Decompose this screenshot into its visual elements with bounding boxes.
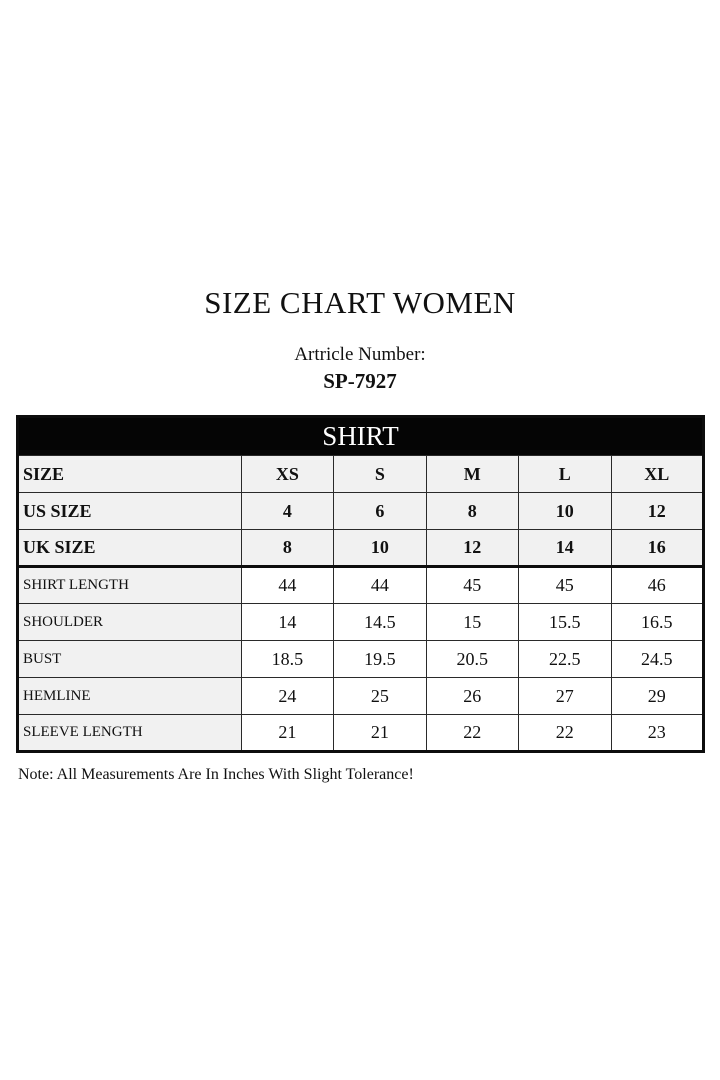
value-cell: M — [426, 456, 518, 493]
size-table — [16, 415, 705, 753]
value-cell: 16.5 — [611, 604, 704, 641]
value-cell: 14 — [519, 530, 611, 567]
table-row — [18, 530, 704, 567]
value-cell: 45 — [519, 567, 611, 604]
table-row — [18, 715, 704, 752]
table-row — [18, 641, 704, 678]
value-cell: 6 — [334, 493, 426, 530]
value-cell: S — [334, 456, 426, 493]
value-cell: 16 — [611, 530, 704, 567]
row-label: HEMLINE — [18, 678, 242, 715]
value-cell: 25 — [334, 678, 426, 715]
article-number: SP-7927 — [323, 369, 397, 393]
table-header-row — [18, 417, 704, 456]
row-label: BUST — [18, 641, 242, 678]
value-cell: 15 — [426, 604, 518, 641]
value-cell: 18.5 — [241, 641, 333, 678]
value-cell: 15.5 — [519, 604, 611, 641]
value-cell: 4 — [241, 493, 333, 530]
value-cell: 14.5 — [334, 604, 426, 641]
row-label: SHIRT LENGTH — [18, 567, 242, 604]
table-row — [18, 678, 704, 715]
note-text: Note: All Measurements Are In Inches With Slight Tolerance! — [18, 766, 414, 783]
value-cell: L — [519, 456, 611, 493]
value-cell: 27 — [519, 678, 611, 715]
row-label: SIZE — [18, 456, 242, 493]
row-label: SLEEVE LENGTH — [18, 715, 242, 752]
value-cell: 44 — [334, 567, 426, 604]
value-cell: 24 — [241, 678, 333, 715]
value-cell: XL — [611, 456, 704, 493]
article-number-label: Artricle Number: — [294, 344, 426, 365]
row-label: UK SIZE — [18, 530, 242, 567]
table-row — [18, 567, 704, 604]
value-cell: 21 — [241, 715, 333, 752]
value-cell: 22.5 — [519, 641, 611, 678]
table-title: SHIRT — [18, 417, 704, 456]
table-row — [18, 493, 704, 530]
table-row — [18, 604, 704, 641]
value-cell: 24.5 — [611, 641, 704, 678]
value-cell: 14 — [241, 604, 333, 641]
value-cell: 23 — [611, 715, 704, 752]
value-cell: 45 — [426, 567, 518, 604]
row-label: SHOULDER — [18, 604, 242, 641]
value-cell: 8 — [241, 530, 333, 567]
value-cell: XS — [241, 456, 333, 493]
value-cell: 20.5 — [426, 641, 518, 678]
value-cell: 12 — [426, 530, 518, 567]
table-row — [18, 456, 704, 493]
value-cell: 10 — [519, 493, 611, 530]
value-cell: 12 — [611, 493, 704, 530]
page-title: SIZE CHART WOMEN — [204, 285, 516, 320]
value-cell: 44 — [241, 567, 333, 604]
value-cell: 22 — [426, 715, 518, 752]
value-cell: 19.5 — [334, 641, 426, 678]
value-cell: 22 — [519, 715, 611, 752]
row-label: US SIZE — [18, 493, 242, 530]
value-cell: 8 — [426, 493, 518, 530]
value-cell: 29 — [611, 678, 704, 715]
value-cell: 46 — [611, 567, 704, 604]
value-cell: 21 — [334, 715, 426, 752]
value-cell: 10 — [334, 530, 426, 567]
value-cell: 26 — [426, 678, 518, 715]
